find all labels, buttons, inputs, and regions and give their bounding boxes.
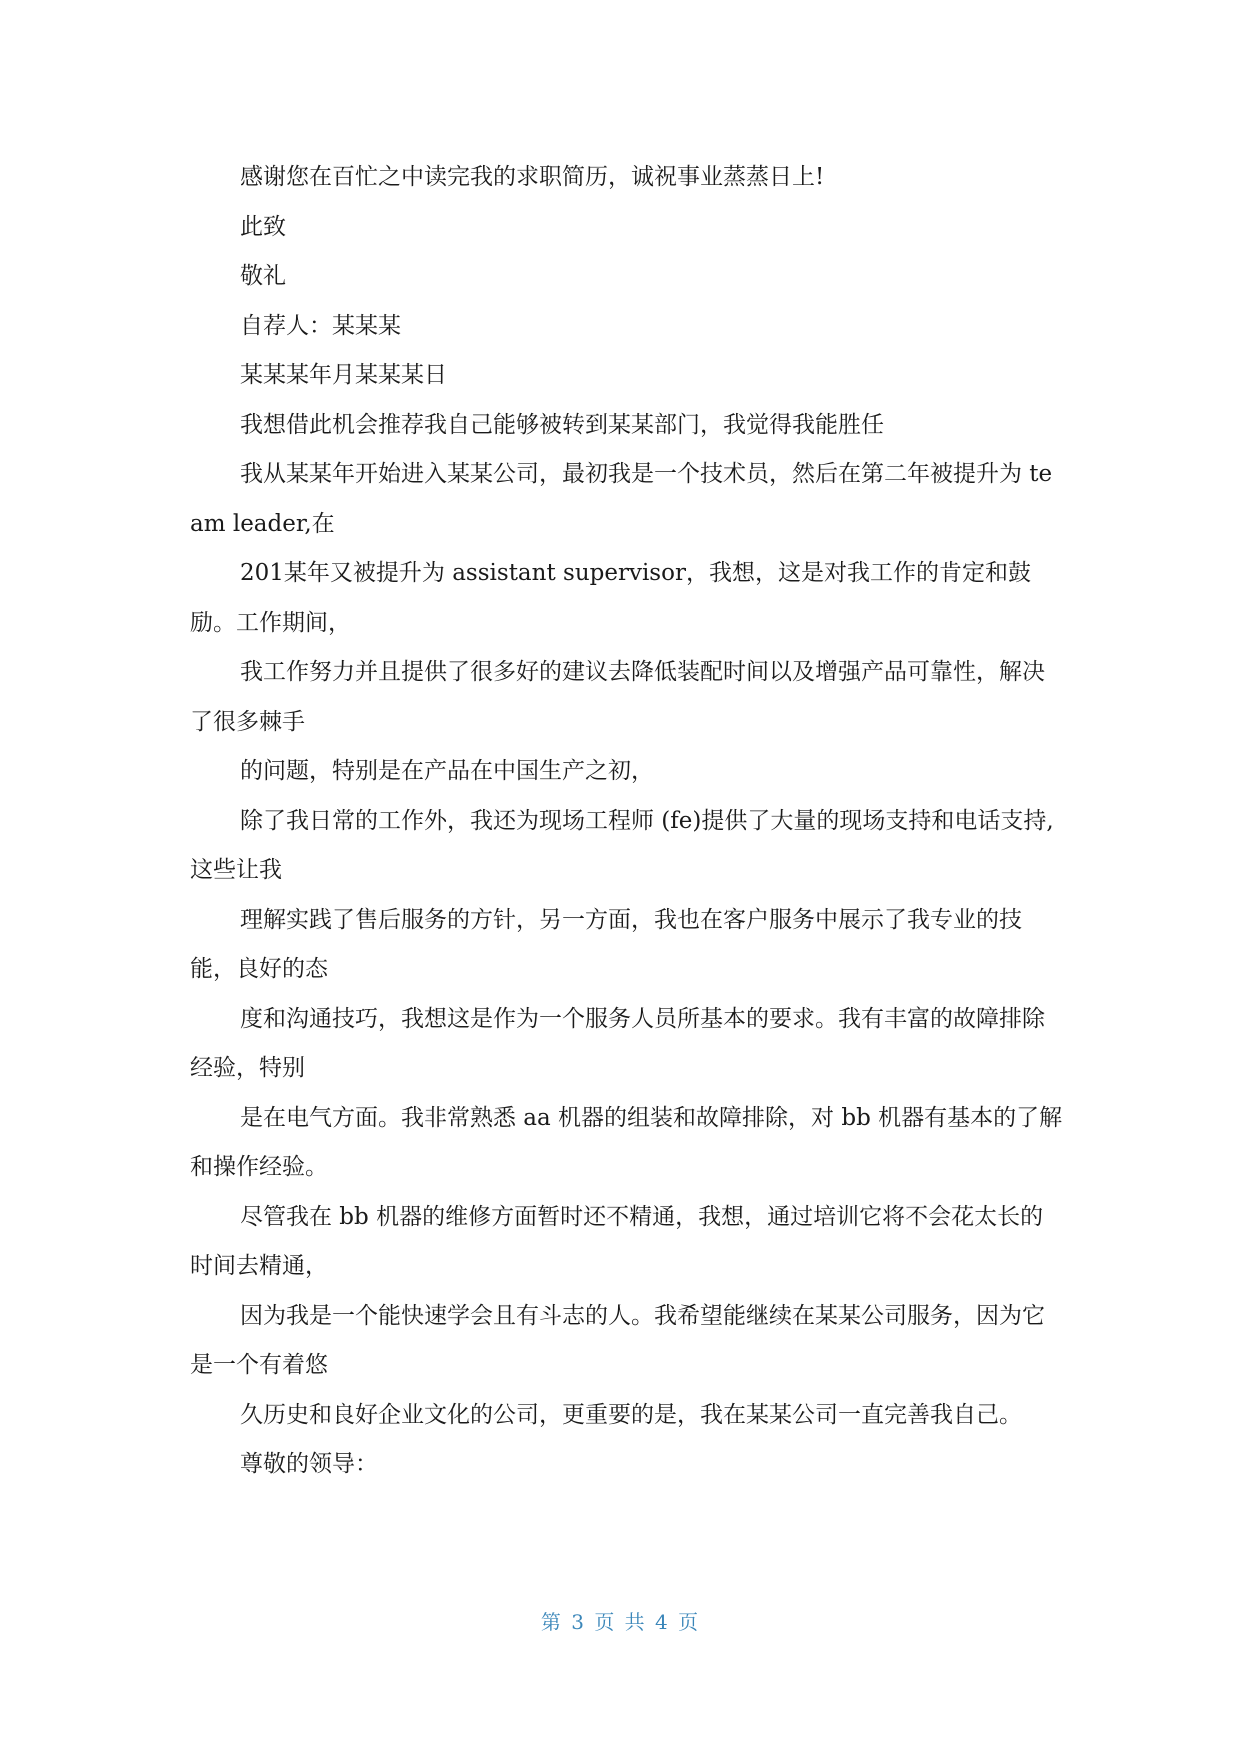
paragraph: 我想借此机会推荐我自己能够被转到某某部门，我觉得我能胜任 [240, 411, 884, 438]
paragraph: 理解实践了售后服务的方针，另一方面，我也在客户服务中展示了我专业的技能，良好的态 [190, 906, 1022, 982]
paragraph: 尊敬的领导： [240, 1451, 378, 1477]
document-body [190, 153, 1065, 1490]
paragraph: 此致 [240, 213, 286, 240]
paragraph: 除了我日常的工作外，我还为现场工程师 (fe)提供了大量的现场支持和电话支持,这些让我 [190, 807, 1054, 883]
page-number-footer [0, 1608, 1241, 1636]
paragraph: 的问题，特别是在产品在中国生产之初， [240, 758, 654, 784]
page-number-text: 第 3 页 共 4 页 [540, 1610, 701, 1634]
paragraph: 久历史和良好企业文化的公司，更重要的是，我在某某公司一直完善我自己。 [240, 1401, 1022, 1428]
paragraph: 某某某年月某某某日 [240, 362, 447, 388]
paragraph: 是在电气方面。我非常熟悉 aa 机器的组装和故障排除，对 bb 机器有基本的了解和操作经验。 [190, 1104, 1063, 1180]
paragraph: 201某年又被提升为 assistant supervisor，我想，这是对我工作的肯定和鼓励。工作期间， [190, 560, 1031, 636]
paragraph: 因为我是一个能快速学会且有斗志的人。我希望能继续在某某公司服务，因为它是一个有着悠 [190, 1302, 1045, 1378]
paragraph: 敬礼 [240, 263, 286, 289]
paragraph: 自荐人：某某某 [240, 312, 401, 339]
paragraph: 我工作努力并且提供了很多好的建议去降低装配时间以及增强产品可靠性，解决了很多棘手 [190, 659, 1045, 735]
paragraph: 我从某某年开始进入某某公司，最初我是一个技术员，然后在第二年被提升为 team leader,在 [190, 461, 1053, 537]
paragraph: 度和沟通技巧，我想这是作为一个服务人员所基本的要求。我有丰富的故障排除经验，特别 [190, 1005, 1045, 1081]
paragraph: 尽管我在 bb 机器的维修方面暂时还不精通，我想，通过培训它将不会花太长的时间去精通， [190, 1203, 1044, 1279]
paragraph: 感谢您在百忙之中读完我的求职简历，诚祝事业蒸蒸日上! [240, 164, 825, 190]
